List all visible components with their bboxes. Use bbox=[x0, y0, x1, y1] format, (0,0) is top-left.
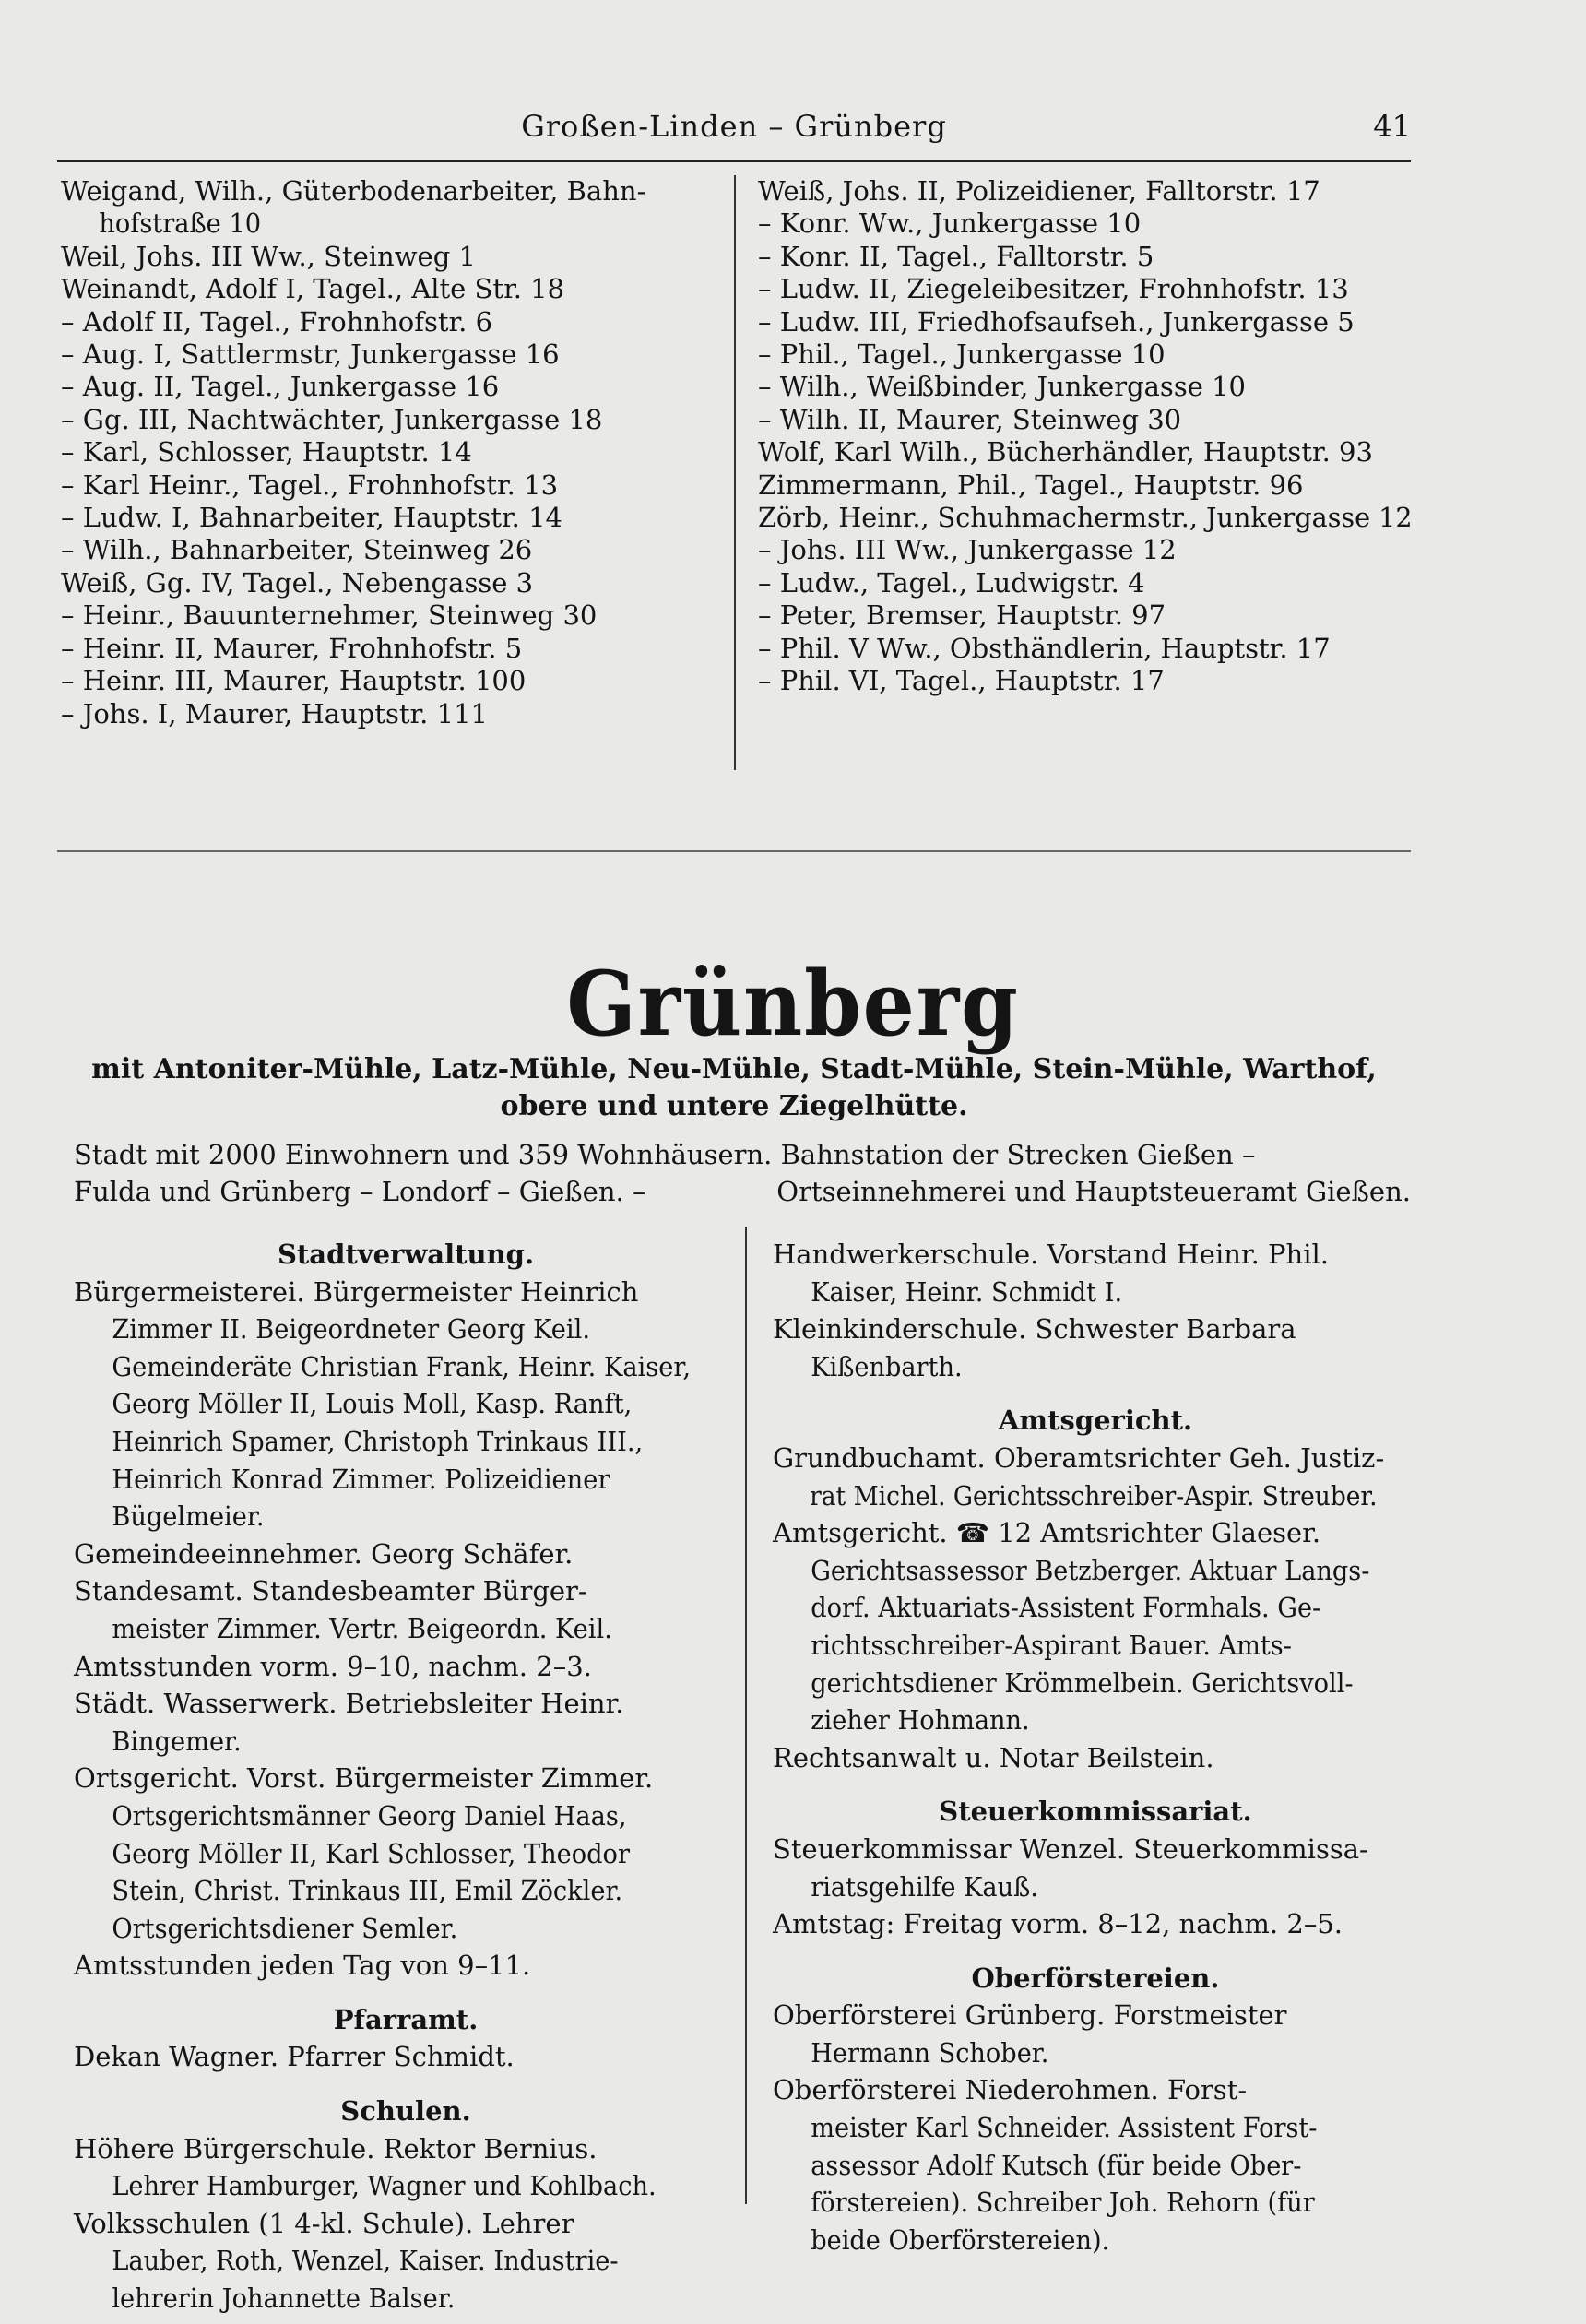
residents-column-right bbox=[758, 175, 1413, 698]
section-rule bbox=[57, 850, 1411, 852]
entry-line: – Aug. I, Sattlermstr, Junkergasse 16 bbox=[61, 338, 560, 371]
running-title: Großen-Linden – Grünberg bbox=[521, 109, 947, 144]
section-heading-oberfoerstereien: Oberförstereien. bbox=[971, 1962, 1220, 1994]
entry-line: Ortsgericht. Vorst. Bürgermeister Zimmer. bbox=[74, 1762, 654, 1795]
entry-line: Volksschulen (1 4-kl. Schule). Lehrer bbox=[74, 2207, 574, 2239]
entry-line: Kißenbarth. bbox=[811, 1350, 963, 1382]
page-number: 41 bbox=[1373, 109, 1411, 144]
section-heading-stadtverwaltung: Stadtverwaltung. bbox=[277, 1239, 535, 1270]
entry-line: – Gg. III, Nachtwächter, Junkergasse 18 bbox=[61, 403, 603, 435]
entry-line: Georg Möller II, Louis Moll, Kasp. Ranft, bbox=[112, 1388, 633, 1420]
entry-line: – Phil., Tagel., Junkergasse 10 bbox=[758, 338, 1166, 371]
section-heading-schulen: Schulen. bbox=[340, 2095, 471, 2128]
entry-line: Handwerkerschule. Vorstand Heinr. Phil. bbox=[773, 1239, 1329, 1270]
entry-line: – Heinr. III, Maurer, Hauptstr. 100 bbox=[61, 665, 527, 697]
entry-line: Amtstag: Freitag vorm. 8–12, nachm. 2–5. bbox=[773, 1908, 1343, 1940]
column-divider-bottom bbox=[745, 1227, 747, 2204]
entry-line: – Johs. III Ww., Junkergasse 12 bbox=[758, 534, 1177, 566]
entry-line: Lehrer Hamburger, Wagner und Kohlbach. bbox=[112, 2170, 657, 2202]
entry-line: – Ludw. II, Ziegeleibesitzer, Frohnhofstr. 13 bbox=[758, 273, 1349, 305]
entry-line: – Karl Heinr., Tagel., Frohnhofstr. 13 bbox=[61, 468, 559, 501]
entry-line: Gemeindeeinnehmer. Georg Schäfer. bbox=[74, 1537, 574, 1570]
town-subtitle-line-1: mit Antoniter-Mühle, Latz-Mühle, Neu-Mühle, Stadt-Mühle, Stein-Mühle, Warthof, bbox=[91, 1053, 1377, 1085]
entry-line: Gemeinderäte Christian Frank, Heinr. Kaiser, bbox=[112, 1350, 692, 1382]
entry-line: – Ludw. III, Friedhofsaufseh., Junkergasse 5 bbox=[758, 305, 1355, 338]
town-subtitle-line-2: obere und untere Ziegelhütte. bbox=[500, 1090, 968, 1122]
entry-line: lehrerin Johannette Balser. bbox=[112, 2282, 456, 2315]
intro-tax-office-text: Ortseinnehmerei und Hauptsteueramt Gießen. bbox=[776, 1176, 1411, 1207]
town-intro-line-2 bbox=[74, 1173, 1411, 1210]
section-heading-steuerkommissariat: Steuerkommissariat. bbox=[939, 1796, 1252, 1828]
entry-line: – Ludw. I, Bahnarbeiter, Hauptstr. 14 bbox=[61, 502, 562, 534]
entry-line: – Heinr., Bauunternehmer, Steinweg 30 bbox=[61, 599, 598, 632]
entry-line: Georg Möller II, Karl Schlosser, Theodor bbox=[112, 1837, 630, 1869]
entry-line: assessor Adolf Kutsch (für beide Ober- bbox=[811, 2149, 1302, 2181]
entry-line: dorf. Aktuariats-Assistent Formhals. Ge- bbox=[811, 1592, 1321, 1624]
schulen-entries bbox=[74, 2130, 738, 2318]
town-intro-line-1: Stadt mit 2000 Einwohnern und 359 Wohnhäusern. Bahnstation der Strecken Gießen – bbox=[74, 1139, 1256, 1170]
entry-line: Zimmer II. Beigeordneter Georg Keil. bbox=[112, 1313, 590, 1346]
amtsgericht-entries bbox=[773, 1440, 1418, 1776]
entry-line: – Wilh. II, Maurer, Steinweg 30 bbox=[758, 403, 1182, 435]
entry-line: Lauber, Roth, Wenzel, Kaiser. Industrie- bbox=[112, 2245, 619, 2277]
entry-line: Standesamt. Standesbeamter Bürger- bbox=[74, 1575, 587, 1607]
entry-line: – Konr. II, Tagel., Falltorstr. 5 bbox=[758, 240, 1154, 272]
oberfoerstereien-entries bbox=[773, 1997, 1418, 2259]
entry-line: Höhere Bürgerschule. Rektor Bernius. bbox=[74, 2132, 598, 2164]
entry-line: Kaiser, Heinr. Schmidt I. bbox=[811, 1275, 1123, 1308]
section-heading-amtsgericht: Amtsgericht. bbox=[998, 1405, 1193, 1437]
steuerkommissariat-entries bbox=[773, 1831, 1418, 1943]
entry-line: Weigand, Wilh., Güterbodenarbeiter, Bahn- bbox=[61, 175, 646, 207]
entry-line: Rechtsanwalt u. Notar Beilstein. bbox=[773, 1741, 1214, 1773]
column-divider-top bbox=[734, 175, 736, 770]
entry-line: Gerichtsassessor Betzberger. Aktuar Langs- bbox=[811, 1554, 1370, 1586]
entry-line: Bingemer. bbox=[112, 1725, 242, 1757]
entry-line: Weiß, Johs. II, Polizeidiener, Falltorstr. 17 bbox=[758, 175, 1320, 207]
entry-line: rat Michel. Gerichtsschreiber-Aspir. Streuber. bbox=[810, 1479, 1378, 1512]
entry-line: Weil, Johs. III Ww., Steinweg 1 bbox=[61, 240, 476, 272]
pfarramt-entry: Dekan Wagner. Pfarrer Schmidt. bbox=[74, 2041, 515, 2073]
entry-line: Steuerkommissar Wenzel. Steuerkommissa- bbox=[773, 1832, 1368, 1865]
entry-line: – Phil. V Ww., Obsthändlerin, Hauptstr. 17 bbox=[758, 632, 1331, 664]
entry-line: – Konr. Ww., Junkergasse 10 bbox=[758, 208, 1142, 240]
entry-line: – Johs. I, Maurer, Hauptstr. 111 bbox=[61, 697, 488, 729]
administration-column-left bbox=[74, 1236, 738, 2318]
entry-line: Ortsgerichtsmänner Georg Daniel Haas, bbox=[112, 1799, 627, 1832]
entry-line: Amtsstunden jeden Tag von 9–11. bbox=[74, 1950, 531, 1982]
entry-line: Hermann Schober. bbox=[811, 2036, 1049, 2069]
entry-line: – Aug. II, Tagel., Junkergasse 16 bbox=[61, 371, 500, 403]
entry-line: Weiß, Gg. IV, Tagel., Nebengasse 3 bbox=[61, 566, 534, 599]
entry-line: Weinandt, Adolf I, Tagel., Alte Str. 18 bbox=[61, 273, 565, 305]
entry-line: – Adolf II, Tagel., Frohnhofstr. 6 bbox=[61, 305, 493, 338]
entry-line: Oberförsterei Grünberg. Forstmeister bbox=[773, 1999, 1287, 2032]
entry-line: richtsschreiber-Aspirant Bauer. Amts- bbox=[811, 1629, 1292, 1661]
entry-line: Heinrich Spamer, Christoph Trinkaus III., bbox=[112, 1425, 644, 1457]
header-rule bbox=[57, 160, 1411, 162]
intro-railway-text: Fulda und Grünberg – Londorf – Gießen. – bbox=[74, 1176, 646, 1207]
entry-line: riatsgehilfe Kauß. bbox=[811, 1870, 1038, 1903]
entry-line: Oberförsterei Niederohmen. Forst- bbox=[773, 2074, 1248, 2106]
entry-line: Heinrich Konrad Zimmer. Polizeidiener bbox=[112, 1463, 610, 1495]
section-heading-pfarramt: Pfarramt. bbox=[333, 2003, 479, 2035]
entry-line: Zimmermann, Phil., Tagel., Hauptstr. 96 bbox=[758, 468, 1304, 501]
town-title: Grünberg bbox=[566, 952, 1020, 1056]
entry-line: Amtsgericht. ☎ 12 Amtsrichter Glaeser. bbox=[773, 1517, 1321, 1549]
schulen-entries-continued bbox=[773, 1236, 1418, 1385]
entry-line: zieher Hohmann. bbox=[811, 1704, 1030, 1737]
entry-line: Kleinkinderschule. Schwester Barbara bbox=[773, 1313, 1296, 1346]
entry-line: beide Oberförstereien). bbox=[811, 2223, 1110, 2256]
entry-line: meister Karl Schneider. Assistent Forst- bbox=[811, 2112, 1318, 2144]
entry-line: Städt. Wasserwerk. Betriebsleiter Heinr. bbox=[74, 1688, 624, 1720]
entry-line: Zörb, Heinr., Schuhmachermstr., Junkergasse 12 bbox=[758, 502, 1413, 534]
entry-line: hofstraße 10 bbox=[99, 208, 262, 240]
entry-line: förstereien). Schreiber Joh. Rehorn (für bbox=[811, 2187, 1315, 2219]
entry-line: – Wilh., Bahnarbeiter, Steinweg 26 bbox=[61, 534, 533, 566]
entry-line: Stein, Christ. Trinkaus III, Emil Zöckler. bbox=[112, 1875, 623, 1907]
entry-line: Bürgermeisterei. Bürgermeister Heinrich bbox=[74, 1275, 639, 1308]
entry-line: – Phil. VI, Tagel., Hauptstr. 17 bbox=[758, 665, 1165, 697]
entry-line: – Wilh., Weißbinder, Junkergasse 10 bbox=[758, 371, 1246, 403]
entry-line: Bügelmeier. bbox=[112, 1500, 265, 1533]
entry-line: Grundbuchamt. Oberamtsrichter Geh. Justiz- bbox=[773, 1441, 1385, 1474]
entry-line: meister Zimmer. Vertr. Beigeordn. Keil. bbox=[112, 1612, 612, 1644]
page-header bbox=[57, 109, 1411, 155]
entry-line: – Peter, Bremser, Hauptstr. 97 bbox=[758, 599, 1166, 632]
entry-line: Amtsstunden vorm. 9–10, nachm. 2–3. bbox=[74, 1650, 592, 1682]
entry-line: – Karl, Schlosser, Hauptstr. 14 bbox=[61, 436, 472, 468]
entry-line: – Ludw., Tagel., Ludwigstr. 4 bbox=[758, 566, 1145, 599]
entry-line: Ortsgerichtsdiener Semler. bbox=[112, 1912, 458, 1944]
entry-line: – Heinr. II, Maurer, Frohnhofstr. 5 bbox=[61, 632, 523, 664]
entry-line: gerichtsdiener Krömmelbein. Gerichtsvoll- bbox=[811, 1666, 1354, 1699]
residents-column-left bbox=[61, 175, 725, 730]
entry-line: Wolf, Karl Wilh., Bücherhändler, Hauptstr. 93 bbox=[758, 436, 1373, 468]
administration-column-right bbox=[773, 1236, 1418, 2259]
stadtverwaltung-entries bbox=[74, 1274, 738, 1985]
